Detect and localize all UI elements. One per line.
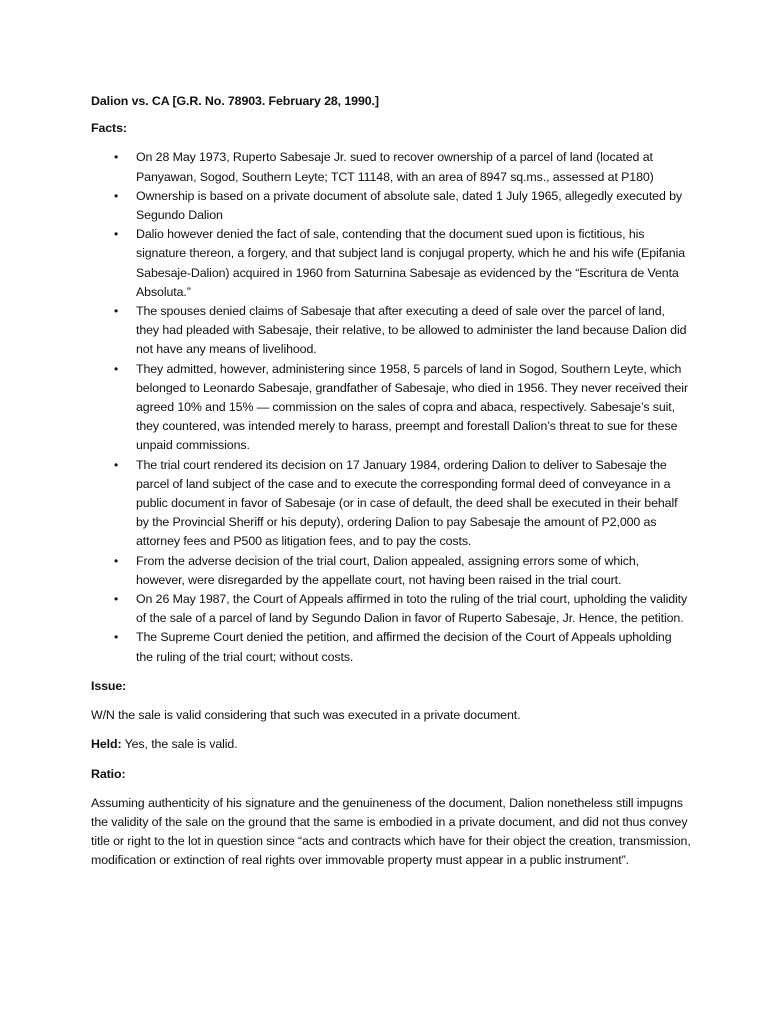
fact-text: They admitted, however, administering since 1958, 5 parcels of land in Sogod, Southern Leyte, which belonged to Leonardo Sabesaje, grandfather of Sabesaje, who died in 1956. They never received their agreed 10% and 15% — commission on the sales of copra and abaca, respectively. Sabesaje’s suit, they countered, was intended merely to harass, preempt and forestall Dalion’s threat to sue for these unpaid commissions. — [136, 361, 688, 453]
held-text: Yes, the sale is valid. — [121, 737, 238, 752]
bullet-icon: • — [114, 457, 119, 472]
issue-heading: Issue: — [91, 678, 127, 693]
list-item — [91, 552, 691, 590]
fact-text: From the adverse decision of the trial court, Dalion appealed, assigning errors some of which, however, were disregarded by the appellate court, not having been raised in the trial court. — [136, 553, 640, 587]
issue-text: W/N the sale is valid considering that such was executed in a private document. — [91, 708, 521, 723]
list-item — [91, 628, 691, 666]
fact-text: On 28 May 1973, Ruperto Sabesaje Jr. sued to recover ownership of a parcel of land (located at Panyawan, Sogod, Southern Leyte; TCT 11148, with an area of 8947 sq.ms., assessed at P180) — [136, 150, 654, 184]
facts-list — [91, 148, 691, 666]
fact-text: Ownership is based on a private document of absolute sale, dated 1 July 1965, allegedly executed by Segundo Dalion — [136, 188, 682, 223]
bullet-icon: • — [114, 592, 119, 607]
list-item — [91, 360, 691, 456]
bullet-icon: • — [114, 188, 119, 203]
bullet-icon: • — [114, 150, 119, 165]
list-item — [91, 225, 691, 302]
fact-text: Dalio however denied the fact of sale, contending that the document sued upon is fictitious, his signature thereon, a forgery, and that subject land is conjugal property, which he and his wife (Epifania Sabesaje-Dalion) acquired in 1960 from Saturnina Sabesaje as evidenced by the “Escritura de Venta Absoluta.” — [136, 227, 686, 299]
list-item — [91, 590, 691, 628]
facts-heading: Facts: — [91, 121, 127, 136]
held-label: Held: — [91, 737, 122, 752]
fact-text: The trial court rendered its decision on 17 January 1984, ordering Dalion to deliver to Sabesaje the parcel of land subject of the case and to execute the corresponding formal deed of conveyance in a public document in favor of Sabesaje (or in case of default, the deed shall be executed in their behalf by the Provincial Sheriff or his deputy), ordering Dalion to pay Sabesaje the amount of P2,000 as attorney fees and P500 as litigation fees, and to pay the costs. — [136, 457, 678, 549]
bullet-icon: • — [114, 304, 119, 319]
ratio-heading: Ratio: — [91, 766, 126, 781]
list-item — [91, 302, 691, 360]
bullet-icon: • — [114, 227, 119, 242]
bullet-icon: • — [114, 630, 119, 645]
fact-text: The Supreme Court denied the petition, and affirmed the decision of the Court of Appeals upholding the ruling of the trial court; without costs. — [136, 630, 672, 664]
list-item — [91, 187, 691, 225]
fact-text: On 26 May 1987, the Court of Appeals affirmed in toto the ruling of the trial court, upholding the validity of the sale of a parcel of land by Segundo Dalion in favor of Ruperto Sabesaje, Jr. Hence, the petition. — [136, 592, 688, 626]
list-item — [91, 148, 691, 186]
ratio-text: Assuming authenticity of his signature and the genuineness of the document, Dalion nonetheless still impugns the validity of the sale on the ground that the same is embodied in a private document, and did not thus convey title or right to the lot in question since “acts and contracts which have for their object the creation, transmission, modification or extinction of real rights over immovable property must appear in a public instrument”. — [91, 795, 691, 868]
bullet-icon: • — [114, 361, 119, 376]
list-item — [91, 456, 691, 552]
bullet-icon: • — [114, 553, 119, 568]
held-paragraph — [91, 735, 691, 754]
fact-text: The spouses denied claims of Sabesaje that after executing a deed of sale over the parcel of land, they had pleaded with Sabesaje, their relative, to be allowed to administer the land because Dalion did not have any means of livelihood. — [136, 304, 687, 357]
document-body — [91, 92, 691, 881]
case-title: Dalion vs. CA [G.R. No. 78903. February 28, 1990.] — [91, 94, 379, 108]
